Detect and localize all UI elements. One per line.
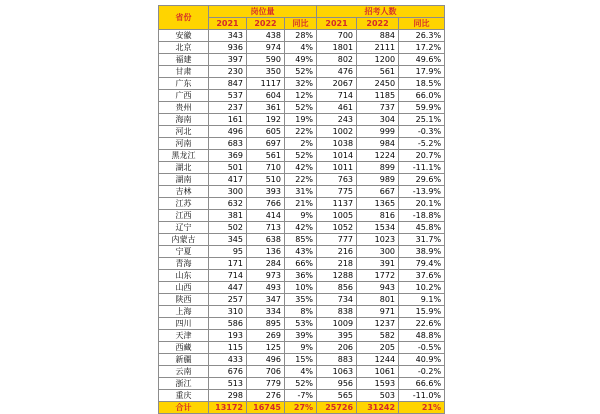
cell-province: 湖南 — [159, 174, 209, 186]
cell-positions-yoy: 22% — [285, 174, 317, 186]
cell-applicants-yoy: 17.9% — [399, 66, 445, 78]
cell-positions-2022: 269 — [247, 330, 285, 342]
cell-applicants-yoy: 31.7% — [399, 234, 445, 246]
cell-applicants-2022: 1185 — [357, 90, 399, 102]
cell-applicants-2022: 1772 — [357, 270, 399, 282]
table-row — [159, 30, 445, 42]
cell-applicants-2022: 2111 — [357, 42, 399, 54]
cell-positions-yoy: 2% — [285, 138, 317, 150]
cell-applicants-2022: 582 — [357, 330, 399, 342]
cell-applicants-2021: 775 — [317, 186, 357, 198]
total-positions-2022: 16745 — [247, 402, 285, 414]
cell-province: 黑龙江 — [159, 150, 209, 162]
cell-applicants-yoy: -11.1% — [399, 162, 445, 174]
table-row — [159, 270, 445, 282]
table-row — [159, 282, 445, 294]
cell-positions-yoy: 52% — [285, 66, 317, 78]
cell-positions-2022: 590 — [247, 54, 285, 66]
cell-positions-2021: 115 — [209, 342, 247, 354]
table-row — [159, 210, 445, 222]
total-applicants-yoy: 21% — [399, 402, 445, 414]
cell-positions-2022: 697 — [247, 138, 285, 150]
cell-positions-2021: 433 — [209, 354, 247, 366]
cell-positions-2022: 192 — [247, 114, 285, 126]
cell-applicants-2022: 816 — [357, 210, 399, 222]
cell-applicants-yoy: 18.5% — [399, 78, 445, 90]
cell-province: 新疆 — [159, 354, 209, 366]
cell-positions-2022: 276 — [247, 390, 285, 402]
table-row — [159, 102, 445, 114]
cell-province: 广西 — [159, 90, 209, 102]
table-row — [159, 114, 445, 126]
cell-applicants-yoy: 38.9% — [399, 246, 445, 258]
cell-positions-2022: 438 — [247, 30, 285, 42]
cell-applicants-yoy: 17.2% — [399, 42, 445, 54]
cell-applicants-yoy: 59.9% — [399, 102, 445, 114]
cell-positions-2021: 171 — [209, 258, 247, 270]
header-applicants-2022: 2022 — [357, 18, 399, 30]
header-row-top — [159, 6, 445, 18]
header-applicants: 招考人数 — [317, 6, 445, 18]
cell-province: 内蒙古 — [159, 234, 209, 246]
cell-applicants-yoy: 37.6% — [399, 270, 445, 282]
cell-province: 重庆 — [159, 390, 209, 402]
cell-applicants-yoy: -11.0% — [399, 390, 445, 402]
cell-positions-2021: 537 — [209, 90, 247, 102]
cell-applicants-2021: 1009 — [317, 318, 357, 330]
cell-applicants-2022: 984 — [357, 138, 399, 150]
header-applicants-yoy: 同比 — [399, 18, 445, 30]
cell-positions-yoy: 39% — [285, 330, 317, 342]
cell-province: 云南 — [159, 366, 209, 378]
cell-applicants-yoy: -5.2% — [399, 138, 445, 150]
cell-positions-2022: 973 — [247, 270, 285, 282]
cell-positions-2021: 683 — [209, 138, 247, 150]
cell-applicants-2022: 899 — [357, 162, 399, 174]
table-row — [159, 318, 445, 330]
cell-applicants-2022: 561 — [357, 66, 399, 78]
cell-positions-2021: 936 — [209, 42, 247, 54]
cell-applicants-2021: 1011 — [317, 162, 357, 174]
cell-applicants-2021: 956 — [317, 378, 357, 390]
cell-positions-2022: 347 — [247, 294, 285, 306]
cell-positions-yoy: 66% — [285, 258, 317, 270]
data-table — [158, 5, 445, 414]
cell-positions-yoy: 52% — [285, 102, 317, 114]
cell-positions-yoy: 28% — [285, 30, 317, 42]
cell-province: 上海 — [159, 306, 209, 318]
cell-positions-yoy: 4% — [285, 42, 317, 54]
cell-positions-2022: 493 — [247, 282, 285, 294]
table-row — [159, 234, 445, 246]
cell-applicants-yoy: 49.6% — [399, 54, 445, 66]
cell-applicants-2021: 395 — [317, 330, 357, 342]
header-province: 省份 — [159, 6, 209, 30]
cell-province: 北京 — [159, 42, 209, 54]
cell-applicants-2021: 700 — [317, 30, 357, 42]
total-applicants-2022: 31242 — [357, 402, 399, 414]
cell-applicants-2021: 1014 — [317, 150, 357, 162]
cell-province: 辽宁 — [159, 222, 209, 234]
cell-applicants-2022: 989 — [357, 174, 399, 186]
table-row — [159, 366, 445, 378]
cell-applicants-2021: 1288 — [317, 270, 357, 282]
cell-applicants-yoy: 79.4% — [399, 258, 445, 270]
cell-applicants-2021: 883 — [317, 354, 357, 366]
cell-positions-yoy: 35% — [285, 294, 317, 306]
header-positions: 岗位量 — [209, 6, 317, 18]
header-positions-2021: 2021 — [209, 18, 247, 30]
cell-positions-2022: 605 — [247, 126, 285, 138]
cell-positions-2022: 779 — [247, 378, 285, 390]
cell-positions-yoy: 52% — [285, 150, 317, 162]
cell-positions-2022: 638 — [247, 234, 285, 246]
cell-positions-2021: 501 — [209, 162, 247, 174]
cell-applicants-2021: 763 — [317, 174, 357, 186]
table-row — [159, 138, 445, 150]
cell-applicants-2021: 1801 — [317, 42, 357, 54]
cell-positions-2022: 895 — [247, 318, 285, 330]
cell-applicants-2021: 1005 — [317, 210, 357, 222]
cell-applicants-yoy: 22.6% — [399, 318, 445, 330]
cell-applicants-2021: 218 — [317, 258, 357, 270]
table-body — [159, 30, 445, 402]
cell-positions-2021: 632 — [209, 198, 247, 210]
spreadsheet-table — [158, 5, 444, 412]
cell-applicants-yoy: 48.8% — [399, 330, 445, 342]
cell-applicants-2021: 802 — [317, 54, 357, 66]
cell-positions-yoy: 32% — [285, 78, 317, 90]
cell-applicants-2022: 943 — [357, 282, 399, 294]
cell-applicants-yoy: 20.1% — [399, 198, 445, 210]
cell-positions-2022: 414 — [247, 210, 285, 222]
cell-positions-yoy: 4% — [285, 366, 317, 378]
cell-province: 河南 — [159, 138, 209, 150]
cell-applicants-2022: 884 — [357, 30, 399, 42]
cell-positions-yoy: 52% — [285, 378, 317, 390]
cell-positions-2021: 161 — [209, 114, 247, 126]
cell-province: 河北 — [159, 126, 209, 138]
cell-positions-yoy: 43% — [285, 246, 317, 258]
cell-applicants-yoy: 10.2% — [399, 282, 445, 294]
table-row — [159, 198, 445, 210]
cell-positions-2021: 586 — [209, 318, 247, 330]
cell-applicants-2022: 1244 — [357, 354, 399, 366]
cell-applicants-2022: 391 — [357, 258, 399, 270]
cell-province: 山东 — [159, 270, 209, 282]
cell-positions-2022: 284 — [247, 258, 285, 270]
cell-positions-yoy: 22% — [285, 126, 317, 138]
cell-applicants-2021: 1002 — [317, 126, 357, 138]
cell-positions-2022: 350 — [247, 66, 285, 78]
cell-applicants-yoy: 29.6% — [399, 174, 445, 186]
cell-positions-2021: 310 — [209, 306, 247, 318]
cell-province: 天津 — [159, 330, 209, 342]
cell-applicants-2021: 461 — [317, 102, 357, 114]
cell-applicants-2021: 1052 — [317, 222, 357, 234]
cell-applicants-2022: 971 — [357, 306, 399, 318]
cell-positions-yoy: 10% — [285, 282, 317, 294]
cell-positions-2021: 300 — [209, 186, 247, 198]
table-row — [159, 54, 445, 66]
cell-applicants-yoy: 15.9% — [399, 306, 445, 318]
cell-province: 甘肃 — [159, 66, 209, 78]
table-row — [159, 78, 445, 90]
cell-province: 山西 — [159, 282, 209, 294]
cell-positions-yoy: 42% — [285, 162, 317, 174]
cell-applicants-2022: 1365 — [357, 198, 399, 210]
cell-positions-2022: 974 — [247, 42, 285, 54]
cell-province: 吉林 — [159, 186, 209, 198]
cell-positions-2021: 230 — [209, 66, 247, 78]
cell-positions-2022: 361 — [247, 102, 285, 114]
cell-positions-yoy: 85% — [285, 234, 317, 246]
table-row — [159, 222, 445, 234]
cell-positions-2021: 676 — [209, 366, 247, 378]
cell-applicants-2021: 1038 — [317, 138, 357, 150]
cell-positions-2022: 393 — [247, 186, 285, 198]
cell-applicants-2021: 714 — [317, 90, 357, 102]
cell-positions-2022: 710 — [247, 162, 285, 174]
cell-positions-2022: 561 — [247, 150, 285, 162]
cell-positions-yoy: 53% — [285, 318, 317, 330]
cell-applicants-2021: 734 — [317, 294, 357, 306]
table-row — [159, 354, 445, 366]
cell-applicants-yoy: -13.9% — [399, 186, 445, 198]
cell-positions-yoy: -7% — [285, 390, 317, 402]
cell-positions-2021: 847 — [209, 78, 247, 90]
cell-positions-yoy: 9% — [285, 342, 317, 354]
cell-positions-yoy: 15% — [285, 354, 317, 366]
cell-applicants-2022: 1224 — [357, 150, 399, 162]
table-row — [159, 90, 445, 102]
total-row — [159, 402, 445, 414]
cell-applicants-yoy: 66.0% — [399, 90, 445, 102]
cell-applicants-2021: 1137 — [317, 198, 357, 210]
cell-applicants-yoy: 25.1% — [399, 114, 445, 126]
cell-applicants-2021: 1063 — [317, 366, 357, 378]
cell-applicants-yoy: 26.3% — [399, 30, 445, 42]
cell-positions-2021: 447 — [209, 282, 247, 294]
header-positions-2022: 2022 — [247, 18, 285, 30]
cell-province: 浙江 — [159, 378, 209, 390]
cell-province: 安徽 — [159, 30, 209, 42]
cell-applicants-yoy: -0.2% — [399, 366, 445, 378]
cell-positions-2022: 1117 — [247, 78, 285, 90]
cell-applicants-yoy: -18.8% — [399, 210, 445, 222]
cell-positions-2021: 714 — [209, 270, 247, 282]
cell-positions-2021: 369 — [209, 150, 247, 162]
cell-positions-yoy: 21% — [285, 198, 317, 210]
cell-province: 广东 — [159, 78, 209, 90]
table-row — [159, 162, 445, 174]
cell-positions-2022: 125 — [247, 342, 285, 354]
cell-applicants-2021: 2067 — [317, 78, 357, 90]
cell-applicants-2021: 838 — [317, 306, 357, 318]
table-row — [159, 66, 445, 78]
total-applicants-2021: 25726 — [317, 402, 357, 414]
cell-positions-2021: 496 — [209, 126, 247, 138]
cell-province: 青海 — [159, 258, 209, 270]
table-row — [159, 342, 445, 354]
cell-applicants-yoy: 45.8% — [399, 222, 445, 234]
cell-applicants-yoy: -0.3% — [399, 126, 445, 138]
cell-positions-2021: 95 — [209, 246, 247, 258]
cell-positions-2021: 502 — [209, 222, 247, 234]
cell-positions-2022: 766 — [247, 198, 285, 210]
cell-applicants-2022: 1200 — [357, 54, 399, 66]
cell-positions-2021: 381 — [209, 210, 247, 222]
cell-applicants-2022: 667 — [357, 186, 399, 198]
table-row — [159, 294, 445, 306]
cell-applicants-yoy: -0.5% — [399, 342, 445, 354]
cell-positions-yoy: 49% — [285, 54, 317, 66]
cell-positions-2022: 334 — [247, 306, 285, 318]
cell-province: 宁夏 — [159, 246, 209, 258]
cell-positions-2021: 237 — [209, 102, 247, 114]
cell-province: 湖北 — [159, 162, 209, 174]
cell-positions-2021: 193 — [209, 330, 247, 342]
cell-positions-2021: 513 — [209, 378, 247, 390]
total-label: 合计 — [159, 402, 209, 414]
table-row — [159, 174, 445, 186]
cell-positions-2021: 345 — [209, 234, 247, 246]
table-row — [159, 126, 445, 138]
cell-applicants-2021: 216 — [317, 246, 357, 258]
cell-positions-2022: 136 — [247, 246, 285, 258]
header-applicants-2021: 2021 — [317, 18, 357, 30]
cell-province: 陕西 — [159, 294, 209, 306]
cell-applicants-2022: 1534 — [357, 222, 399, 234]
cell-applicants-2021: 777 — [317, 234, 357, 246]
table-row — [159, 258, 445, 270]
cell-positions-yoy: 8% — [285, 306, 317, 318]
table-row — [159, 186, 445, 198]
cell-applicants-2022: 999 — [357, 126, 399, 138]
cell-positions-2021: 397 — [209, 54, 247, 66]
table-row — [159, 42, 445, 54]
cell-positions-yoy: 12% — [285, 90, 317, 102]
cell-positions-2022: 510 — [247, 174, 285, 186]
cell-applicants-2022: 503 — [357, 390, 399, 402]
table-row — [159, 330, 445, 342]
cell-applicants-2022: 304 — [357, 114, 399, 126]
cell-applicants-2022: 1023 — [357, 234, 399, 246]
cell-positions-yoy: 9% — [285, 210, 317, 222]
table-row — [159, 378, 445, 390]
cell-applicants-2021: 206 — [317, 342, 357, 354]
cell-applicants-yoy: 20.7% — [399, 150, 445, 162]
table-row — [159, 306, 445, 318]
cell-applicants-2022: 2450 — [357, 78, 399, 90]
cell-positions-2022: 604 — [247, 90, 285, 102]
cell-province: 西藏 — [159, 342, 209, 354]
total-positions-2021: 13172 — [209, 402, 247, 414]
cell-positions-yoy: 42% — [285, 222, 317, 234]
cell-applicants-2022: 1061 — [357, 366, 399, 378]
cell-positions-2022: 706 — [247, 366, 285, 378]
cell-province: 江苏 — [159, 198, 209, 210]
cell-positions-2022: 496 — [247, 354, 285, 366]
cell-positions-2021: 257 — [209, 294, 247, 306]
cell-positions-yoy: 19% — [285, 114, 317, 126]
cell-positions-2022: 713 — [247, 222, 285, 234]
table-row — [159, 150, 445, 162]
cell-applicants-2021: 243 — [317, 114, 357, 126]
cell-applicants-2022: 1593 — [357, 378, 399, 390]
cell-province: 海南 — [159, 114, 209, 126]
cell-positions-2021: 343 — [209, 30, 247, 42]
cell-province: 贵州 — [159, 102, 209, 114]
cell-positions-2021: 417 — [209, 174, 247, 186]
cell-applicants-yoy: 40.9% — [399, 354, 445, 366]
cell-province: 四川 — [159, 318, 209, 330]
cell-applicants-2021: 856 — [317, 282, 357, 294]
cell-applicants-yoy: 9.1% — [399, 294, 445, 306]
cell-applicants-2022: 801 — [357, 294, 399, 306]
cell-positions-2021: 298 — [209, 390, 247, 402]
cell-province: 福建 — [159, 54, 209, 66]
cell-positions-yoy: 31% — [285, 186, 317, 198]
cell-province: 江西 — [159, 210, 209, 222]
cell-applicants-2022: 300 — [357, 246, 399, 258]
cell-applicants-2022: 205 — [357, 342, 399, 354]
header-positions-yoy: 同比 — [285, 18, 317, 30]
cell-applicants-2021: 565 — [317, 390, 357, 402]
cell-applicants-2022: 737 — [357, 102, 399, 114]
total-positions-yoy: 27% — [285, 402, 317, 414]
cell-applicants-2022: 1237 — [357, 318, 399, 330]
table-row — [159, 246, 445, 258]
cell-applicants-yoy: 66.6% — [399, 378, 445, 390]
cell-positions-yoy: 36% — [285, 270, 317, 282]
cell-applicants-2021: 476 — [317, 66, 357, 78]
